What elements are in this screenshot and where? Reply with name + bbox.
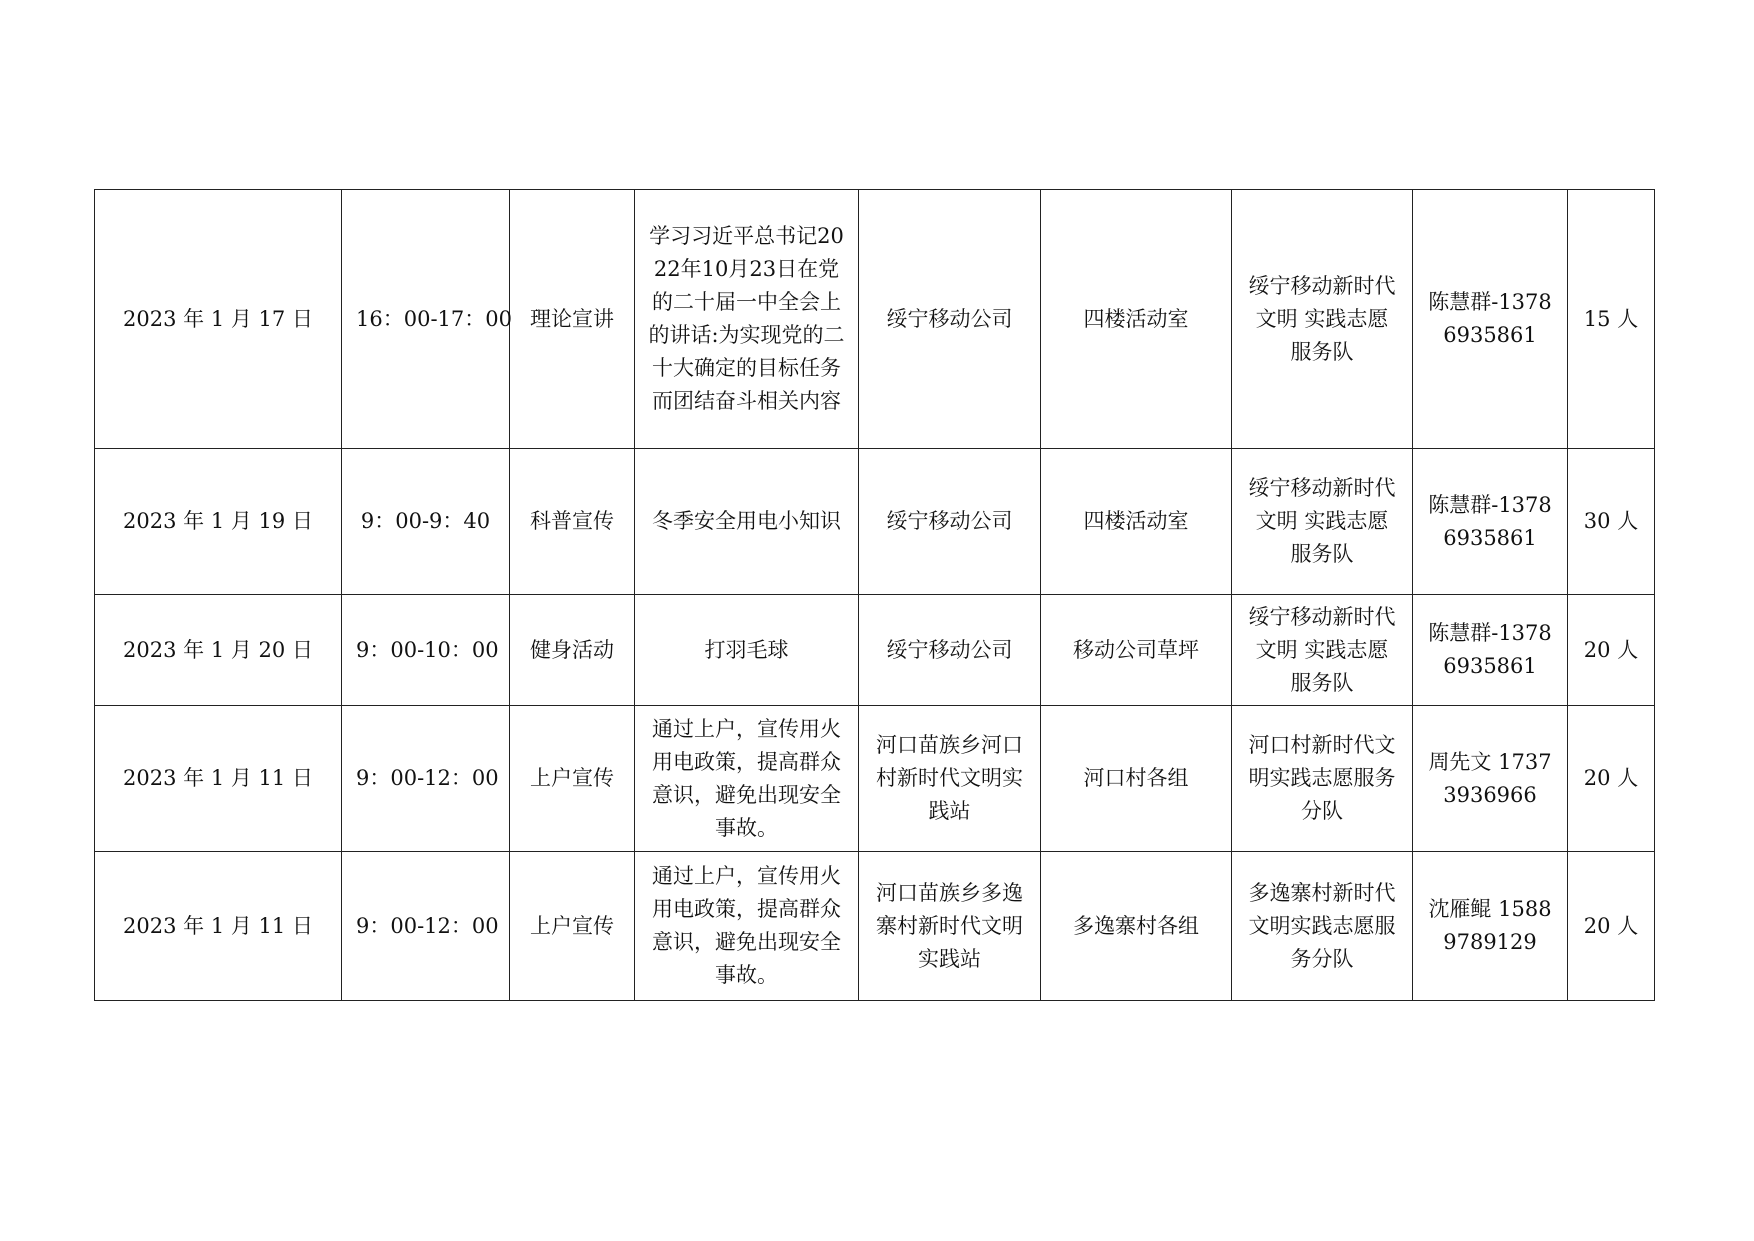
participant-count-cell: 15 人 <box>1568 190 1655 449</box>
organizer-cell: 河口苗族乡河口村新时代文明实践站 <box>859 706 1041 852</box>
location-cell: 河口村各组 <box>1041 706 1232 852</box>
participant-count-cell: 20 人 <box>1568 706 1655 852</box>
location-cell: 四楼活动室 <box>1041 449 1232 595</box>
time-cell: 9：00-12：00 <box>342 852 510 1001</box>
volunteer-team-cell: 河口村新时代文明实践志愿服务分队 <box>1232 706 1413 852</box>
organizer-cell: 河口苗族乡多逸寨村新时代文明实践站 <box>859 852 1041 1001</box>
time-cell: 16：00-17：00 <box>342 190 510 449</box>
activity-content-cell: 打羽毛球 <box>635 595 859 706</box>
participant-count-cell: 20 人 <box>1568 595 1655 706</box>
activity-type-cell: 上户宣传 <box>510 706 635 852</box>
activity-schedule-table <box>94 189 1655 1001</box>
date-cell: 2023 年 1 月 11 日 <box>95 852 342 1001</box>
activity-content-cell: 通过上户，宣传用火用电政策，提高群众意识，避免出现安全事故。 <box>635 852 859 1001</box>
date-cell: 2023 年 1 月 17 日 <box>95 190 342 449</box>
table-row <box>95 449 1655 595</box>
volunteer-team-cell: 绥宁移动新时代文明 实践志愿服务队 <box>1232 449 1413 595</box>
location-cell: 移动公司草坪 <box>1041 595 1232 706</box>
time-cell: 9：00-12：00 <box>342 706 510 852</box>
participant-count-cell: 20 人 <box>1568 852 1655 1001</box>
activity-content-cell: 学习习近平总书记2022年10月23日在党的二十届一中全会上的讲话:为实现党的二十大确定的目标任务而团结奋斗相关内容 <box>635 190 859 449</box>
date-cell: 2023 年 1 月 20 日 <box>95 595 342 706</box>
contact-cell: 陈慧群-13786935861 <box>1413 595 1568 706</box>
location-cell: 四楼活动室 <box>1041 190 1232 449</box>
time-cell: 9：00-9：40 <box>342 449 510 595</box>
time-cell: 9：00-10：00 <box>342 595 510 706</box>
organizer-cell: 绥宁移动公司 <box>859 190 1041 449</box>
activity-type-cell: 上户宣传 <box>510 852 635 1001</box>
organizer-cell: 绥宁移动公司 <box>859 449 1041 595</box>
activity-content-cell: 冬季安全用电小知识 <box>635 449 859 595</box>
volunteer-team-cell: 绥宁移动新时代文明 实践志愿服务队 <box>1232 595 1413 706</box>
volunteer-team-cell: 多逸寨村新时代文明实践志愿服务分队 <box>1232 852 1413 1001</box>
volunteer-team-cell: 绥宁移动新时代文明 实践志愿服务队 <box>1232 190 1413 449</box>
table-row <box>95 595 1655 706</box>
contact-cell: 陈慧群-13786935861 <box>1413 449 1568 595</box>
date-cell: 2023 年 1 月 11 日 <box>95 706 342 852</box>
activity-type-cell: 科普宣传 <box>510 449 635 595</box>
activity-type-cell: 理论宣讲 <box>510 190 635 449</box>
table-row <box>95 852 1655 1001</box>
contact-cell: 陈慧群-13786935861 <box>1413 190 1568 449</box>
location-cell: 多逸寨村各组 <box>1041 852 1232 1001</box>
date-cell: 2023 年 1 月 19 日 <box>95 449 342 595</box>
table-row <box>95 706 1655 852</box>
contact-cell: 周先文 17373936966 <box>1413 706 1568 852</box>
activity-content-cell: 通过上户，宣传用火用电政策，提高群众意识，避免出现安全事故。 <box>635 706 859 852</box>
organizer-cell: 绥宁移动公司 <box>859 595 1041 706</box>
contact-cell: 沈雁鲲 15889789129 <box>1413 852 1568 1001</box>
activity-type-cell: 健身活动 <box>510 595 635 706</box>
participant-count-cell: 30 人 <box>1568 449 1655 595</box>
table-row <box>95 190 1655 449</box>
